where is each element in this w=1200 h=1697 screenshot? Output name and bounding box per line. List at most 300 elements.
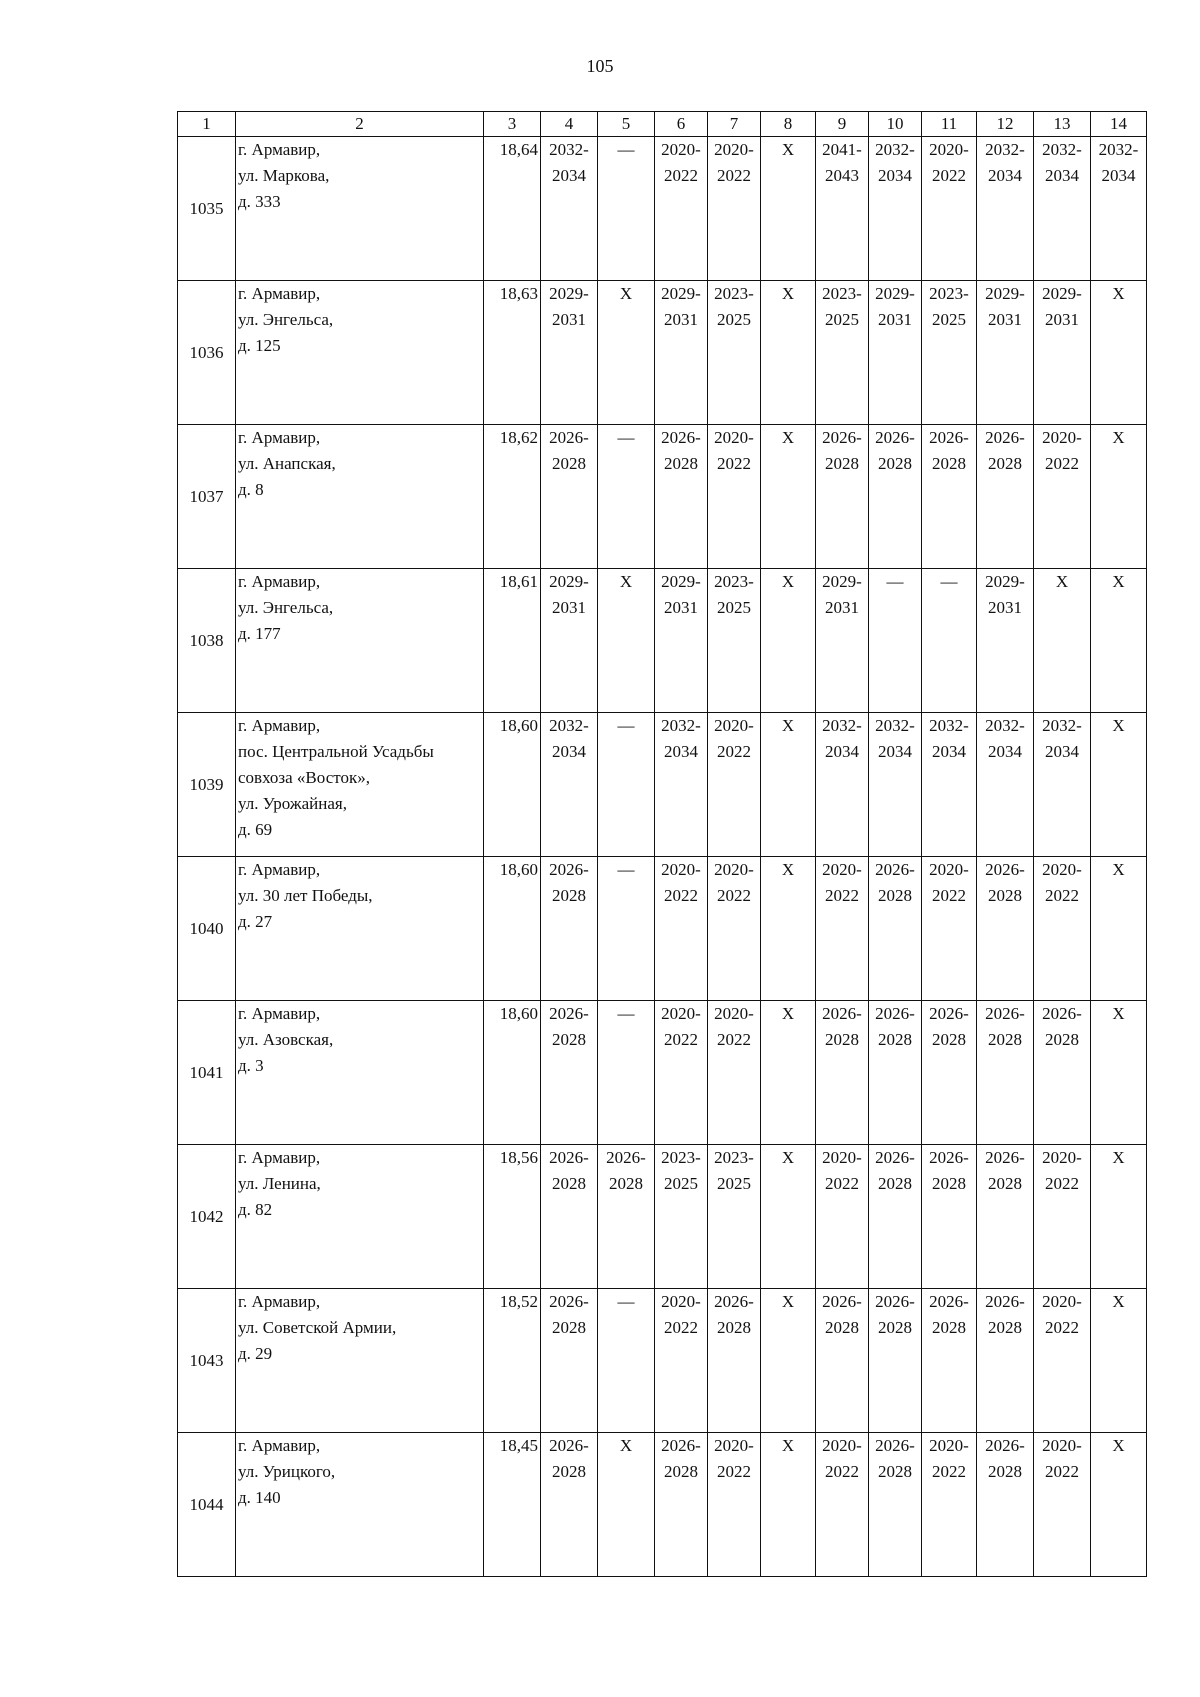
period-line: Х bbox=[781, 1436, 795, 1455]
period-cell-col-9 bbox=[816, 713, 869, 857]
period-line: 2022 bbox=[1045, 1462, 1079, 1481]
period-line: 2026- bbox=[661, 1436, 701, 1455]
period-line: 2020- bbox=[822, 1436, 862, 1455]
period-line: — bbox=[886, 572, 904, 591]
address-line: г. Армавир, bbox=[238, 140, 321, 159]
period-cell-col-14 bbox=[1091, 1289, 1147, 1433]
period-line: 2028 bbox=[878, 1174, 912, 1193]
period-line: 2020- bbox=[1042, 1148, 1082, 1167]
period-line: Х bbox=[1112, 572, 1125, 591]
row-number: 1036 bbox=[178, 281, 236, 425]
period-line: 2026- bbox=[549, 1004, 589, 1023]
period-cell-col-13 bbox=[1034, 1145, 1091, 1289]
period-line: 2034 bbox=[552, 166, 586, 185]
period-cell-col-14 bbox=[1091, 1145, 1147, 1289]
period-line: 2026- bbox=[985, 860, 1025, 879]
period-cell-col-11 bbox=[922, 713, 977, 857]
period-line: 2034 bbox=[825, 742, 859, 761]
table-row bbox=[178, 137, 1147, 281]
period-line: 2028 bbox=[878, 886, 912, 905]
period-line: 2026- bbox=[929, 1292, 969, 1311]
period-cell-col-12 bbox=[977, 857, 1034, 1001]
period-cell-col-8 bbox=[761, 281, 816, 425]
period-line: 2022 bbox=[717, 454, 751, 473]
period-line: Х bbox=[781, 1292, 795, 1311]
period-line: Х bbox=[781, 860, 795, 879]
period-line: Х bbox=[1055, 572, 1069, 591]
period-line: 2023- bbox=[822, 284, 862, 303]
period-cell-col-5 bbox=[598, 857, 655, 1001]
period-cell-col-11 bbox=[922, 857, 977, 1001]
address-line: д. 177 bbox=[238, 624, 281, 643]
period-line: 2020- bbox=[714, 140, 754, 159]
column-header-11: 11 bbox=[922, 112, 977, 137]
period-cell-col-14 bbox=[1091, 713, 1147, 857]
period-cell-col-6 bbox=[655, 857, 708, 1001]
period-line: 2028 bbox=[717, 1318, 751, 1337]
period-cell-col-5 bbox=[598, 425, 655, 569]
address-line: д. 82 bbox=[238, 1200, 273, 1219]
period-line: Х bbox=[781, 428, 795, 447]
period-line: 2026- bbox=[549, 1436, 589, 1455]
area-value: 18,61 bbox=[484, 569, 541, 713]
period-line: 2023- bbox=[714, 572, 754, 591]
period-line: 2028 bbox=[988, 1174, 1022, 1193]
period-cell-col-14 bbox=[1091, 569, 1147, 713]
area-value: 18,62 bbox=[484, 425, 541, 569]
period-cell-col-10 bbox=[869, 713, 922, 857]
period-cell-col-11 bbox=[922, 1289, 977, 1433]
period-cell-col-7 bbox=[708, 137, 761, 281]
period-cell-col-4 bbox=[541, 281, 598, 425]
period-line: — bbox=[940, 572, 958, 591]
period-line: 2020- bbox=[714, 716, 754, 735]
period-line: Х bbox=[1112, 860, 1125, 879]
period-line: 2028 bbox=[664, 454, 698, 473]
period-line: 2022 bbox=[1045, 886, 1079, 905]
address-cell bbox=[236, 137, 484, 281]
period-line: 2034 bbox=[1045, 166, 1079, 185]
period-line: 2022 bbox=[664, 1030, 698, 1049]
period-cell-col-8 bbox=[761, 1289, 816, 1433]
period-cell-col-4 bbox=[541, 425, 598, 569]
address-cell bbox=[236, 1433, 484, 1577]
period-cell-col-4 bbox=[541, 857, 598, 1001]
period-cell-col-7 bbox=[708, 281, 761, 425]
period-line: 2032- bbox=[875, 716, 915, 735]
period-line: 2022 bbox=[717, 1030, 751, 1049]
period-cell-col-11 bbox=[922, 569, 977, 713]
period-cell-col-5 bbox=[598, 1289, 655, 1433]
period-cell-col-11 bbox=[922, 425, 977, 569]
address-line: г. Армавир, bbox=[238, 1004, 321, 1023]
period-cell-col-4 bbox=[541, 713, 598, 857]
period-cell-col-12 bbox=[977, 281, 1034, 425]
period-cell-col-5 bbox=[598, 713, 655, 857]
period-cell-col-5 bbox=[598, 569, 655, 713]
period-cell-col-9 bbox=[816, 857, 869, 1001]
period-line: 2031 bbox=[1045, 310, 1079, 329]
period-cell-col-6 bbox=[655, 1001, 708, 1145]
period-line: 2020- bbox=[929, 1436, 969, 1455]
period-line: 2028 bbox=[552, 1462, 586, 1481]
period-line: — bbox=[617, 1004, 635, 1023]
column-header-7: 7 bbox=[708, 112, 761, 137]
address-line: д. 333 bbox=[238, 192, 281, 211]
period-line: 2032- bbox=[1098, 140, 1139, 159]
period-cell-col-5 bbox=[598, 137, 655, 281]
address-cell bbox=[236, 281, 484, 425]
table-row bbox=[178, 281, 1147, 425]
table-row bbox=[178, 857, 1147, 1001]
period-line: 2022 bbox=[825, 1462, 859, 1481]
period-line: 2020- bbox=[661, 1004, 701, 1023]
period-line: Х bbox=[781, 1004, 795, 1023]
address-line: д. 29 bbox=[238, 1344, 273, 1363]
address-cell bbox=[236, 569, 484, 713]
page-number: 105 bbox=[586, 56, 614, 76]
period-line: 2029- bbox=[549, 284, 589, 303]
address-line: совхоза «Восток», bbox=[238, 768, 370, 787]
period-line: 2028 bbox=[552, 1174, 586, 1193]
period-line: 2025 bbox=[717, 310, 751, 329]
period-cell-col-14 bbox=[1091, 425, 1147, 569]
table-row bbox=[178, 713, 1147, 857]
period-line: 2020- bbox=[1042, 1436, 1082, 1455]
period-cell-col-4 bbox=[541, 1433, 598, 1577]
period-cell-col-7 bbox=[708, 1289, 761, 1433]
period-line: 2032- bbox=[1042, 716, 1082, 735]
area-value: 18,45 bbox=[484, 1433, 541, 1577]
period-cell-col-12 bbox=[977, 1145, 1034, 1289]
period-line: 2026- bbox=[875, 428, 915, 447]
period-cell-col-6 bbox=[655, 1145, 708, 1289]
period-line: 2026- bbox=[549, 860, 589, 879]
period-cell-col-10 bbox=[869, 425, 922, 569]
period-line: 2026- bbox=[929, 428, 969, 447]
period-line: 2034 bbox=[988, 166, 1022, 185]
period-cell-col-10 bbox=[869, 137, 922, 281]
period-line: 2026- bbox=[549, 1148, 589, 1167]
period-line: 2031 bbox=[552, 310, 586, 329]
period-line: 2020- bbox=[1042, 1292, 1082, 1311]
column-header-3: 3 bbox=[484, 112, 541, 137]
period-cell-col-6 bbox=[655, 1289, 708, 1433]
period-cell-col-7 bbox=[708, 1145, 761, 1289]
period-line: 2026- bbox=[549, 1292, 589, 1311]
address-cell bbox=[236, 1289, 484, 1433]
period-line: 2028 bbox=[932, 454, 966, 473]
period-cell-col-6 bbox=[655, 137, 708, 281]
period-line: 2022 bbox=[664, 886, 698, 905]
row-number: 1039 bbox=[178, 713, 236, 857]
period-line: Х bbox=[1112, 1004, 1125, 1023]
period-line: 2032- bbox=[875, 140, 915, 159]
address-line: ул. Урожайная, bbox=[238, 794, 347, 813]
table-row bbox=[178, 1145, 1147, 1289]
period-cell-col-11 bbox=[922, 1001, 977, 1145]
period-line: 2034 bbox=[932, 742, 966, 761]
period-cell-col-6 bbox=[655, 425, 708, 569]
area-value: 18,63 bbox=[484, 281, 541, 425]
header-row bbox=[178, 112, 1147, 137]
area-value: 18,60 bbox=[484, 1001, 541, 1145]
period-cell-col-8 bbox=[761, 569, 816, 713]
period-line: 2032- bbox=[549, 716, 589, 735]
period-line: Х bbox=[619, 572, 633, 591]
period-line: 2034 bbox=[988, 742, 1022, 761]
address-line: г. Армавир, bbox=[238, 1148, 321, 1167]
period-cell-col-8 bbox=[761, 857, 816, 1001]
period-cell-col-10 bbox=[869, 857, 922, 1001]
period-line: Х bbox=[781, 716, 795, 735]
address-line: г. Армавир, bbox=[238, 1292, 321, 1311]
table-row bbox=[178, 569, 1147, 713]
period-line: 2028 bbox=[932, 1174, 966, 1193]
period-cell-col-10 bbox=[869, 569, 922, 713]
period-cell-col-11 bbox=[922, 281, 977, 425]
table-row bbox=[178, 1289, 1147, 1433]
period-line: — bbox=[617, 428, 635, 447]
period-line: 2022 bbox=[717, 886, 751, 905]
period-line: 2026- bbox=[875, 1436, 915, 1455]
address-cell bbox=[236, 857, 484, 1001]
period-line: 2029- bbox=[661, 572, 701, 591]
period-line: 2028 bbox=[988, 1030, 1022, 1049]
period-cell-col-6 bbox=[655, 569, 708, 713]
period-line: 2025 bbox=[717, 1174, 751, 1193]
period-cell-col-13 bbox=[1034, 857, 1091, 1001]
address-line: г. Армавир, bbox=[238, 572, 321, 591]
row-number: 1040 bbox=[178, 857, 236, 1001]
period-cell-col-12 bbox=[977, 1289, 1034, 1433]
period-line: 2031 bbox=[664, 598, 698, 617]
period-line: 2026- bbox=[822, 428, 862, 447]
period-line: 2026- bbox=[822, 1292, 862, 1311]
period-line: 2028 bbox=[825, 1318, 859, 1337]
period-cell-col-12 bbox=[977, 425, 1034, 569]
period-cell-col-4 bbox=[541, 137, 598, 281]
period-line: 2034 bbox=[1101, 166, 1136, 185]
period-cell-col-12 bbox=[977, 713, 1034, 857]
address-line: ул. Ленина, bbox=[238, 1174, 321, 1193]
period-line: 2028 bbox=[552, 886, 586, 905]
period-cell-col-5 bbox=[598, 1001, 655, 1145]
period-cell-col-9 bbox=[816, 425, 869, 569]
period-cell-col-8 bbox=[761, 137, 816, 281]
period-line: 2034 bbox=[878, 166, 912, 185]
address-line: д. 140 bbox=[238, 1488, 281, 1507]
period-line: 2028 bbox=[609, 1174, 643, 1193]
address-line: г. Армавир, bbox=[238, 428, 321, 447]
address-line: г. Армавир, bbox=[238, 716, 321, 735]
period-cell-col-12 bbox=[977, 137, 1034, 281]
period-line: Х bbox=[1112, 284, 1125, 303]
period-line: 2041- bbox=[822, 140, 862, 159]
period-line: 2032- bbox=[985, 716, 1025, 735]
period-line: 2029- bbox=[549, 572, 589, 591]
period-line: 2032- bbox=[929, 716, 969, 735]
period-line: 2028 bbox=[988, 454, 1022, 473]
period-line: 2026- bbox=[929, 1004, 969, 1023]
period-line: 2034 bbox=[664, 742, 698, 761]
period-cell-col-13 bbox=[1034, 713, 1091, 857]
period-cell-col-10 bbox=[869, 1145, 922, 1289]
period-cell-col-6 bbox=[655, 281, 708, 425]
period-line: — bbox=[617, 860, 635, 879]
period-line: 2026- bbox=[985, 1004, 1025, 1023]
period-line: 2028 bbox=[878, 1030, 912, 1049]
period-cell-col-4 bbox=[541, 1145, 598, 1289]
period-cell-col-9 bbox=[816, 1001, 869, 1145]
period-cell-col-6 bbox=[655, 1433, 708, 1577]
period-cell-col-6 bbox=[655, 713, 708, 857]
table-row bbox=[178, 425, 1147, 569]
period-line: 2025 bbox=[717, 598, 751, 617]
period-line: 2029- bbox=[875, 284, 915, 303]
period-cell-col-14 bbox=[1091, 281, 1147, 425]
period-line: 2022 bbox=[717, 1462, 751, 1481]
period-line: 2029- bbox=[985, 284, 1025, 303]
period-line: 2028 bbox=[878, 454, 912, 473]
column-header-12: 12 bbox=[977, 112, 1034, 137]
period-cell-col-5 bbox=[598, 1145, 655, 1289]
period-cell-col-13 bbox=[1034, 1289, 1091, 1433]
area-value: 18,60 bbox=[484, 713, 541, 857]
period-line: 2022 bbox=[825, 1174, 859, 1193]
period-line: 2028 bbox=[825, 454, 859, 473]
period-cell-col-4 bbox=[541, 1001, 598, 1145]
address-line: ул. Анапская, bbox=[238, 454, 336, 473]
period-line: 2022 bbox=[664, 1318, 698, 1337]
period-line: 2025 bbox=[664, 1174, 698, 1193]
period-line: 2028 bbox=[932, 1030, 966, 1049]
period-line: 2026- bbox=[822, 1004, 862, 1023]
period-line: 2022 bbox=[664, 166, 698, 185]
address-line: ул. Энгельса, bbox=[238, 310, 334, 329]
period-cell-col-7 bbox=[708, 1433, 761, 1577]
period-line: 2034 bbox=[1045, 742, 1079, 761]
period-line: Х bbox=[619, 284, 633, 303]
period-line: Х bbox=[781, 1148, 795, 1167]
area-value: 18,60 bbox=[484, 857, 541, 1001]
row-number: 1042 bbox=[178, 1145, 236, 1289]
period-cell-col-13 bbox=[1034, 137, 1091, 281]
address-cell bbox=[236, 1001, 484, 1145]
period-line: 2028 bbox=[552, 454, 586, 473]
period-line: 2026- bbox=[875, 1004, 915, 1023]
period-line: Х bbox=[1112, 1436, 1125, 1455]
period-line: 2031 bbox=[988, 598, 1022, 617]
period-cell-col-14 bbox=[1091, 857, 1147, 1001]
period-line: — bbox=[617, 140, 635, 159]
period-line: 2031 bbox=[878, 310, 912, 329]
column-header-5: 5 bbox=[598, 112, 655, 137]
period-cell-col-5 bbox=[598, 1433, 655, 1577]
period-line: 2026- bbox=[661, 428, 701, 447]
period-line: 2028 bbox=[664, 1462, 698, 1481]
period-line: 2043 bbox=[825, 166, 859, 185]
row-number: 1035 bbox=[178, 137, 236, 281]
address-cell bbox=[236, 713, 484, 857]
period-line: 2028 bbox=[988, 886, 1022, 905]
row-number: 1037 bbox=[178, 425, 236, 569]
period-cell-col-10 bbox=[869, 1001, 922, 1145]
period-cell-col-10 bbox=[869, 1289, 922, 1433]
period-line: 2020- bbox=[661, 140, 701, 159]
address-line: ул. Азовская, bbox=[238, 1030, 334, 1049]
period-line: 2028 bbox=[825, 1030, 859, 1049]
period-line: 2022 bbox=[932, 886, 966, 905]
period-cell-col-9 bbox=[816, 281, 869, 425]
period-line: 2022 bbox=[1045, 1174, 1079, 1193]
row-number: 1044 bbox=[178, 1433, 236, 1577]
period-line: 2022 bbox=[1045, 1318, 1079, 1337]
address-line: г. Армавир, bbox=[238, 284, 321, 303]
period-line: 2029- bbox=[661, 284, 701, 303]
period-line: 2023- bbox=[714, 1148, 754, 1167]
period-cell-col-10 bbox=[869, 281, 922, 425]
column-header-6: 6 bbox=[655, 112, 708, 137]
period-cell-col-4 bbox=[541, 569, 598, 713]
period-line: 2023- bbox=[714, 284, 754, 303]
period-line: 2032- bbox=[661, 716, 701, 735]
period-line: 2034 bbox=[552, 742, 586, 761]
period-line: 2023- bbox=[661, 1148, 701, 1167]
area-value: 18,56 bbox=[484, 1145, 541, 1289]
period-line: Х bbox=[1112, 716, 1125, 735]
column-header-4: 4 bbox=[541, 112, 598, 137]
period-line: 2020- bbox=[714, 860, 754, 879]
period-line: 2032- bbox=[985, 140, 1025, 159]
period-cell-col-9 bbox=[816, 1145, 869, 1289]
period-line: 2020- bbox=[714, 1004, 754, 1023]
period-line: 2025 bbox=[825, 310, 859, 329]
period-line: 2029- bbox=[985, 572, 1025, 591]
period-line: 2022 bbox=[1045, 454, 1079, 473]
period-cell-col-13 bbox=[1034, 1433, 1091, 1577]
period-line: Х bbox=[619, 1436, 633, 1455]
period-line: 2020- bbox=[661, 1292, 701, 1311]
period-cell-col-7 bbox=[708, 857, 761, 1001]
period-line: 2028 bbox=[552, 1030, 586, 1049]
period-cell-col-12 bbox=[977, 1433, 1034, 1577]
area-value: 18,64 bbox=[484, 137, 541, 281]
address-line: ул. Урицкого, bbox=[238, 1462, 336, 1481]
period-cell-col-9 bbox=[816, 137, 869, 281]
period-line: 2022 bbox=[932, 1462, 966, 1481]
period-line: — bbox=[617, 716, 635, 735]
period-line: Х bbox=[1112, 428, 1125, 447]
column-header-2: 2 bbox=[236, 112, 484, 137]
row-number: 1043 bbox=[178, 1289, 236, 1433]
period-line: 2028 bbox=[878, 1462, 912, 1481]
table-row bbox=[178, 1001, 1147, 1145]
address-line: ул. Маркова, bbox=[238, 166, 330, 185]
period-line: 2022 bbox=[717, 742, 751, 761]
period-line: 2032- bbox=[1042, 140, 1082, 159]
address-line: д. 27 bbox=[238, 912, 273, 931]
column-header-9: 9 bbox=[816, 112, 869, 137]
period-line: Х bbox=[1112, 1292, 1125, 1311]
period-line: 2026- bbox=[985, 1436, 1025, 1455]
period-cell-col-13 bbox=[1034, 281, 1091, 425]
period-line: 2026- bbox=[985, 1292, 1025, 1311]
period-cell-col-7 bbox=[708, 425, 761, 569]
period-line: 2026- bbox=[875, 1148, 915, 1167]
period-line: 2026- bbox=[1042, 1004, 1082, 1023]
period-cell-col-7 bbox=[708, 713, 761, 857]
